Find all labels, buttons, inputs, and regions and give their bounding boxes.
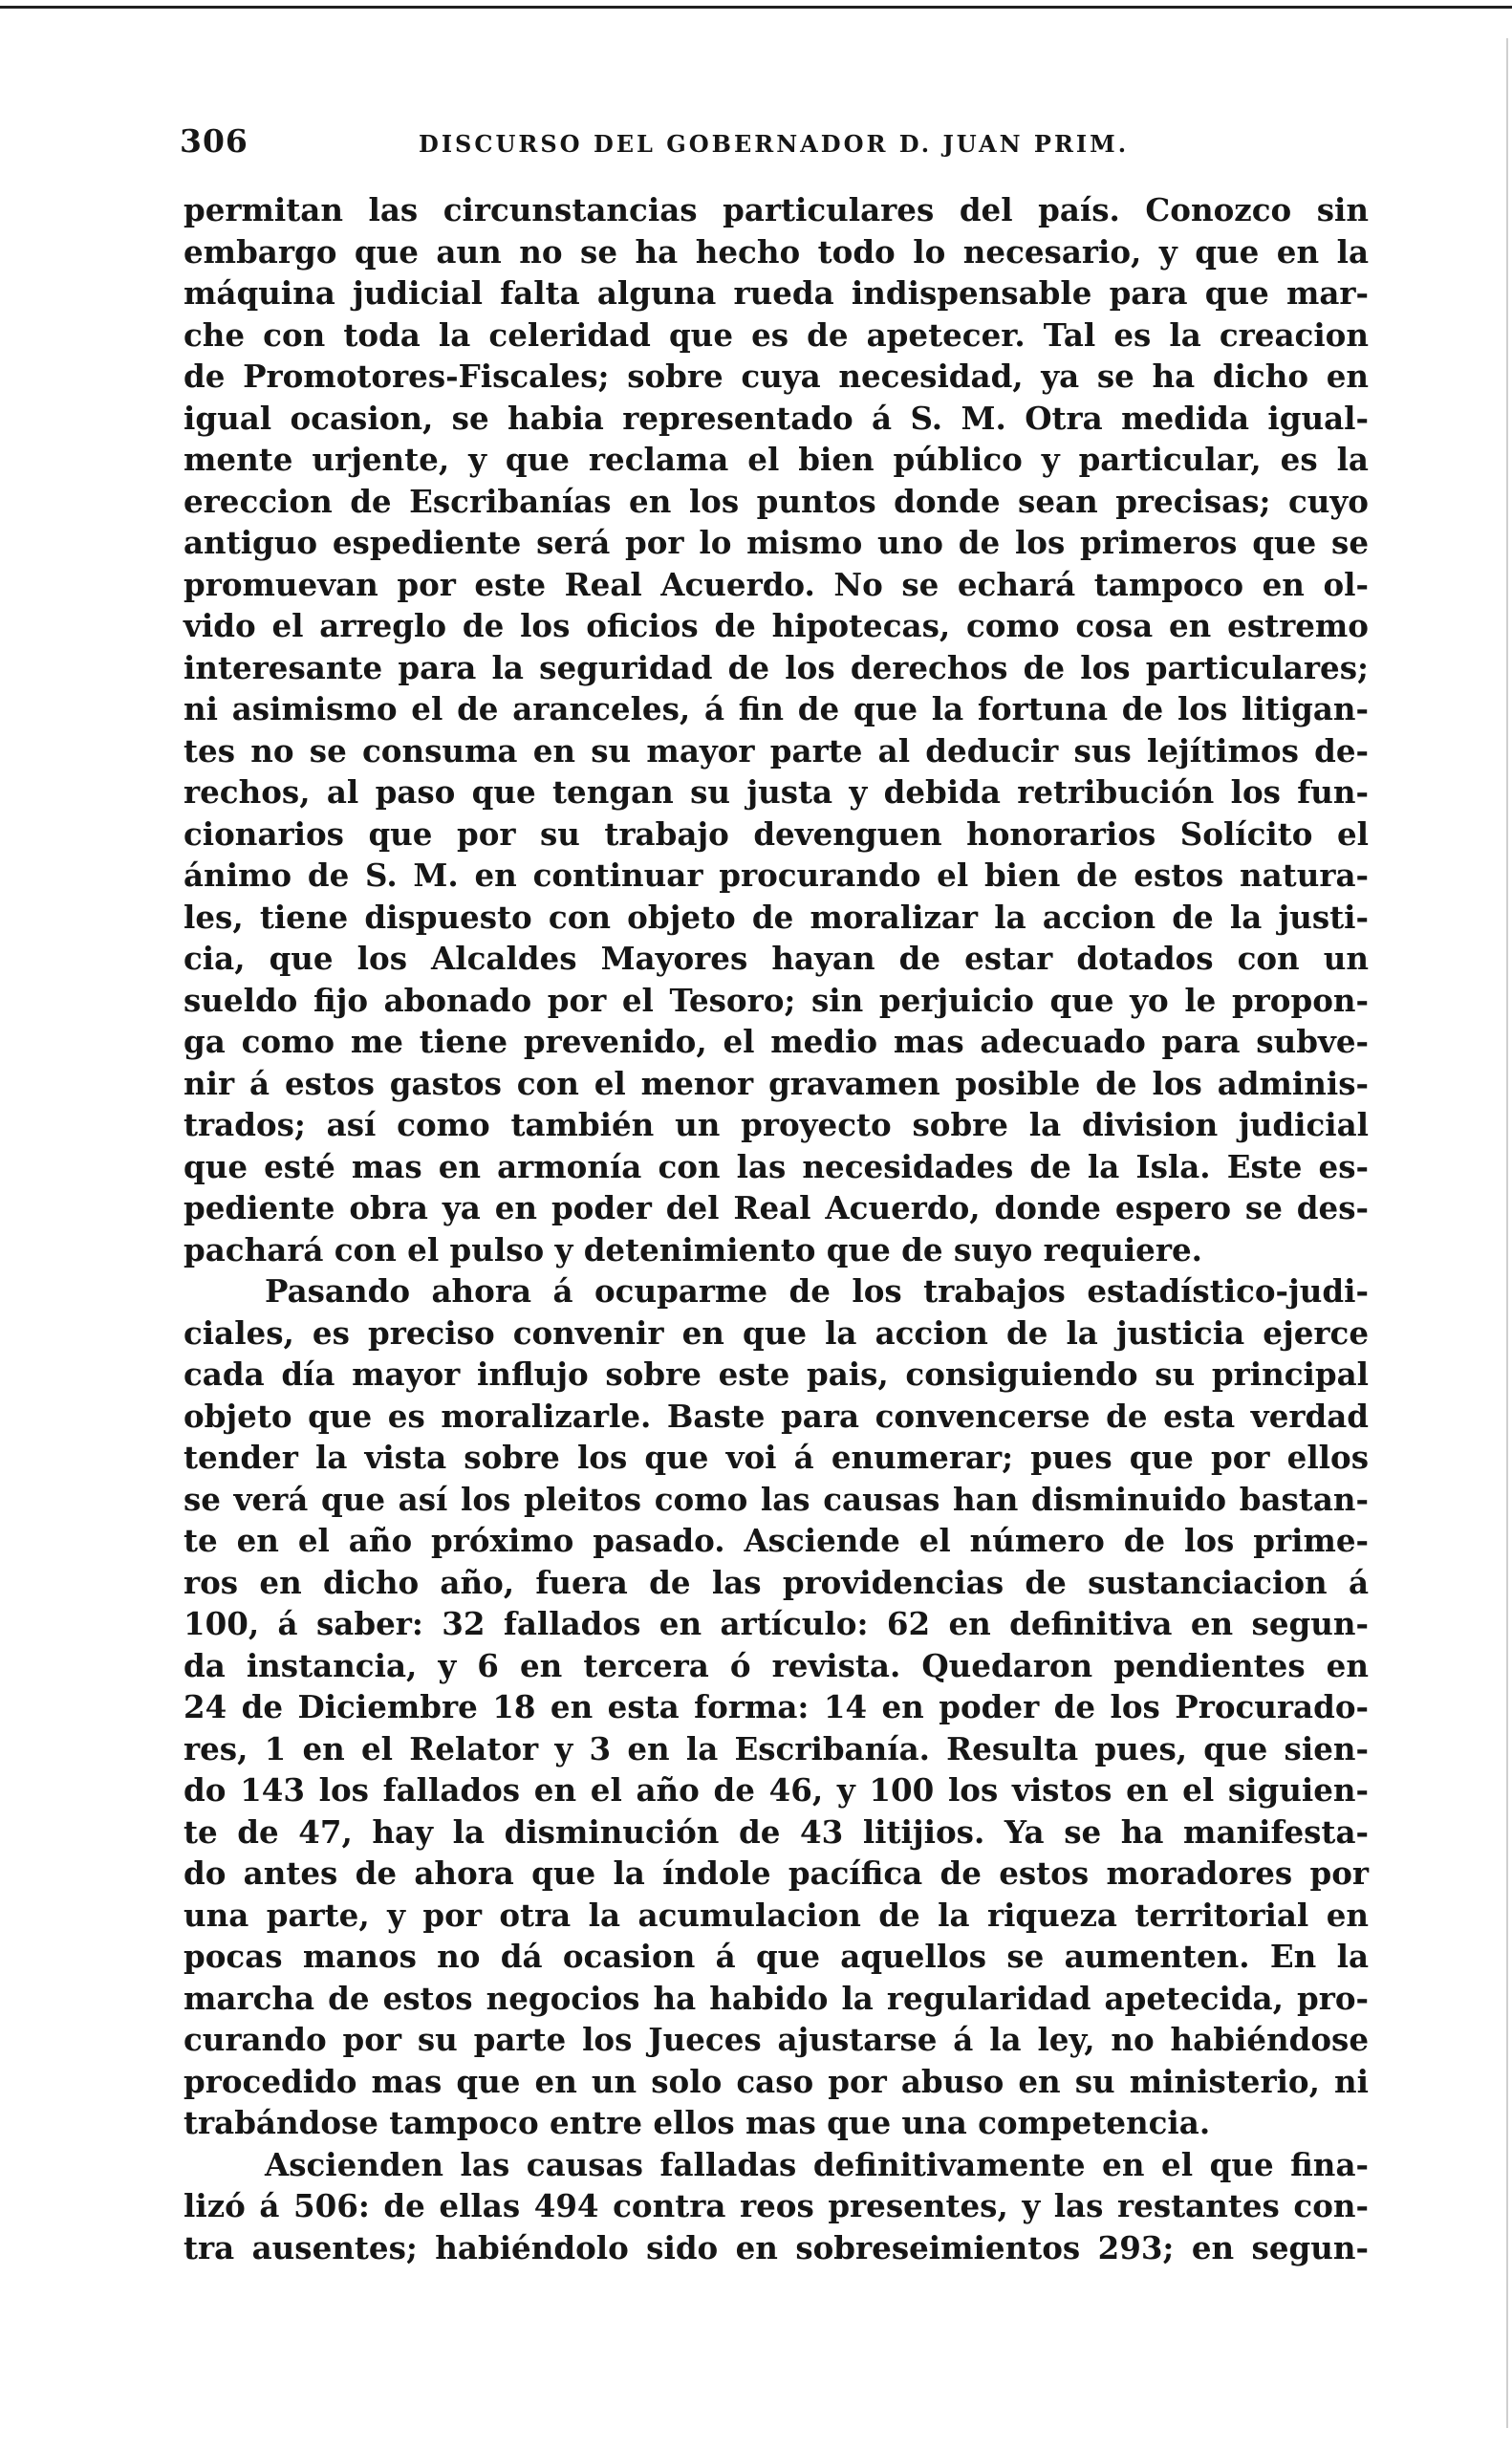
text-line: objeto que es moralizarle. Baste para convencerse de esta verdad <box>184 1397 1369 1435</box>
text-line: che con toda la celeridad que es de apetecer. Tal es la creacion <box>184 315 1369 354</box>
text-line: se verá que así los pleitos como las causas han disminuido bastan- <box>184 1480 1369 1518</box>
text-line: les, tiene dispuesto con objeto de moralizar la accion de la justi- <box>184 898 1369 936</box>
text-line: curando por su parte los Jueces ajustarse á la ley, no habiéndose <box>184 2021 1369 2058</box>
text-line: procedido mas que en un solo caso por abuso en su ministerio, ni <box>184 2062 1369 2100</box>
text-line: do antes de ahora que la índole pacífica de estos moradores por <box>184 1854 1369 1892</box>
text-line: mente urjente, y que reclama el bien público y particular, es la <box>184 441 1369 478</box>
text-line: sueldo fijo abonado por el Tesoro; sin perjuicio que yo le propon- <box>184 981 1369 1019</box>
right-edge-shadow <box>1506 38 1508 2428</box>
text-line: antiguo espediente será por lo mismo uno de los primeros que se <box>184 524 1369 561</box>
page-number: 306 <box>180 122 248 160</box>
text-line: una parte, y por otra la acumulacion de la riqueza territorial en <box>184 1896 1369 1934</box>
text-line: cia, que los Alcaldes Mayores hayan de estar dotados con un <box>184 940 1369 977</box>
text-line: cionarios que por su trabajo devenguen honorarios Solícito el <box>184 814 1369 853</box>
text-line: nir á estos gastos con el menor gravamen posible de los adminis- <box>184 1064 1369 1102</box>
text-line: Pasando ahora á ocuparme de los trabajos estadístico-judi- <box>265 1272 1369 1310</box>
text-line: Ascienden las causas falladas definitivamente en el que fina- <box>265 2145 1369 2183</box>
text-line: te en el año próximo pasado. Asciende el número de los prime- <box>184 1522 1369 1559</box>
text-line: ni asimismo el de aranceles, á fin de que la fortuna de los litigan- <box>184 690 1369 727</box>
text-line: igual ocasion, se habia representado á S. M. Otra medida igual- <box>184 399 1369 437</box>
text-line: ciales, es preciso convenir en que la accion de la justicia ejerce <box>184 1313 1369 1352</box>
text-line: ereccion de Escribanías en los puntos donde sean precisas; cuyo <box>184 482 1369 520</box>
text-line: ánimo de S. M. en continuar procurando el bien de estos natura- <box>184 856 1369 894</box>
text-line: trados; así como también un proyecto sobre la division judicial <box>184 1106 1369 1143</box>
text-line: 100, á saber: 32 fallados en artículo: 62 en definitiva en segun- <box>184 1605 1369 1642</box>
text-line: rechos, al paso que tengan su justa y debida retribución los fun- <box>184 773 1369 811</box>
text-line: vido el arreglo de los oficios de hipotecas, como cosa en estremo <box>184 607 1369 644</box>
text-line: máquina judicial falta alguna rueda indispensable para que mar- <box>184 274 1369 312</box>
text-line: pediente obra ya en poder del Real Acuerdo, donde espero se des- <box>184 1189 1369 1226</box>
text-line: ga como me tiene prevenido, el medio mas adecuado para subve- <box>184 1023 1369 1060</box>
text-line: embargo que aun no se ha hecho todo lo necesario, y que en la <box>184 232 1369 271</box>
text-line: 24 de Diciembre 18 en esta forma: 14 en poder de los Procurado- <box>184 1688 1369 1725</box>
paragraph <box>184 1270 1369 2144</box>
text-line: pachará con el pulso y detenimiento que de suyo requiere. <box>184 1230 1202 1268</box>
text-line: tra ausentes; habiéndolo sido en sobreseimientos 293; en segun- <box>184 2228 1369 2266</box>
text-line: res, 1 en el Relator y 3 en la Escribanía. Resulta pues, que sien- <box>184 1729 1369 1767</box>
body-text <box>184 189 1369 2268</box>
paragraph <box>184 2144 1369 2269</box>
text-line: permitan las circunstancias particulares del país. Conozco sin <box>184 191 1369 228</box>
text-line: te de 47, hay la disminución de 43 litijios. Ya se ha manifesta- <box>184 1812 1369 1851</box>
text-line: cada día mayor influjo sobre este pais, consiguiendo su principal <box>184 1355 1369 1393</box>
text-line: de Promotores-Fiscales; sobre cuya necesidad, ya se ha dicho en <box>184 358 1369 395</box>
top-border-rule <box>0 6 1512 9</box>
text-line: lizó á 506: de ellas 494 contra reos presentes, y las restantes con- <box>184 2187 1369 2224</box>
text-line: pocas manos no dá ocasion á que aquellos se aumenten. En la <box>184 1938 1369 1975</box>
running-title: DISCURSO DEL GOBERNADOR D. JUAN PRIM. <box>419 130 1130 158</box>
page-header <box>180 122 1374 161</box>
text-line: trabándose tampoco entre ellos mas que una competencia. <box>184 2104 1211 2141</box>
text-line: do 143 los fallados en el año de 46, y 100 los vistos en el siguien- <box>184 1771 1369 1809</box>
paragraph <box>184 189 1369 1270</box>
text-line: marcha de estos negocios ha habido la regularidad apetecida, pro- <box>184 1979 1369 2017</box>
text-line: tes no se consuma en su mayor parte al deducir sus lejítimos de- <box>184 731 1369 770</box>
text-line: ros en dicho año, fuera de las providencias de sustanciacion á <box>184 1563 1369 1601</box>
text-line: promuevan por este Real Acuerdo. No se echará tampoco en ol- <box>184 565 1369 603</box>
text-line: que esté mas en armonía con las necesidades de la Isla. Este es- <box>184 1147 1369 1185</box>
text-line: tender la vista sobre los que voi á enumerar; pues que por ellos <box>184 1439 1369 1476</box>
text-line: da instancia, y 6 en tercera ó revista. Quedaron pendientes en <box>184 1646 1369 1684</box>
text-line: interesante para la seguridad de los derechos de los particulares; <box>184 648 1369 686</box>
